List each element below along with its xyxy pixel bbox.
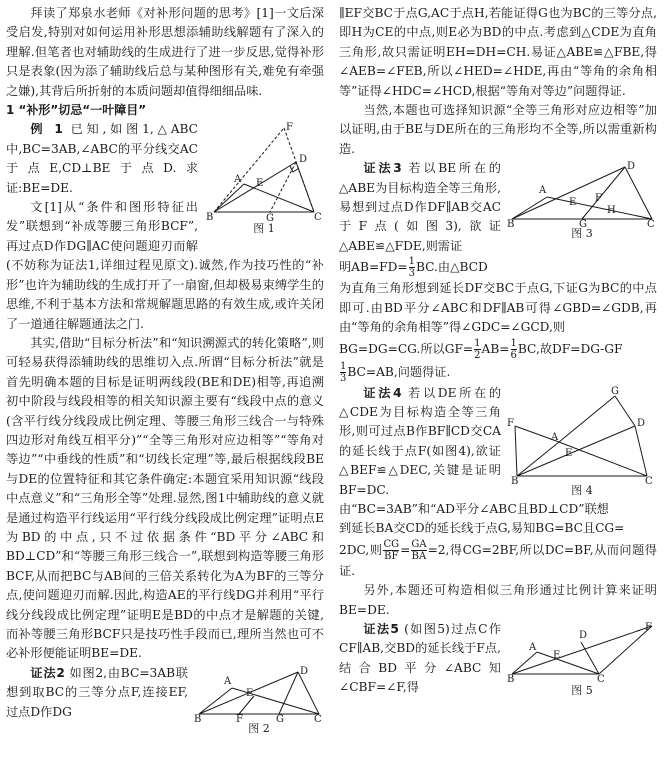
left-column	[6, 4, 324, 738]
svg-text:A: A	[234, 174, 242, 186]
proof-5-label: 证法5	[363, 621, 399, 636]
figure-2-caption: 图 2	[248, 721, 270, 735]
svg-text:D: D	[627, 161, 636, 173]
svg-text:E: E	[246, 687, 254, 699]
equation-line-1: BG=DG=CG.所以GF= $\frac{1}{2}$ AB= $\frac{1}{6}$ BC,故DF=DG-GF	[339, 337, 623, 361]
svg-text:B: B	[206, 212, 214, 223]
svg-text:C: C	[314, 713, 322, 722]
svg-text:A: A	[529, 641, 537, 653]
svg-text:D: D	[299, 154, 308, 166]
figure-4-diagram	[507, 386, 657, 484]
svg-text:F: F	[507, 417, 514, 429]
proof-3-text: 若以BE所在的△ABE为目标构造全等三角形,易想到过点D作DF∥AB交AC于F点(如图3),欲证△ABE≌△FDE,则需证	[339, 161, 501, 253]
svg-text:D: D	[637, 417, 646, 429]
figure-2-diagram	[194, 666, 324, 722]
proof-3-eq-part-b: BC.由△BCD	[415, 260, 488, 275]
proof-3-label: 证法3	[363, 161, 402, 176]
intro-paragraph: 拜读了郑泉水老师《对补形问题的思考》[1]一文后深受启发,特别对如何运用补形思想添辅助线解题有了深入的理解.但笔者也对辅助线的生成进行了进一步反思,觉得补形只是表象(因为添了辅助线后总与某种图形有关,难免有牵强之嫌),其背后所折射的本质问题却值得细细品味.	[6, 6, 324, 98]
right-paragraph-5a: 到延长BA交CD的延长线于点G,易知BG=BC且CG=	[339, 521, 625, 536]
figure-1	[204, 122, 324, 236]
section-heading-1: 1 “补形”切忌“一叶障目”	[6, 103, 147, 118]
svg-text:F: F	[236, 713, 243, 722]
equation-line-2: $\frac{1}{3}$ BC=AB,问题得证.	[340, 360, 451, 384]
proof-5-text: (如图5)过点C作CF∥AB,交BD的延长线于F点,结合BD平分∠ABC知∠CBF=∠F,得	[339, 621, 502, 695]
svg-text:G: G	[611, 385, 619, 397]
svg-text:A: A	[551, 431, 559, 443]
figure-2	[194, 666, 324, 736]
example-1-text: 已知,如图1,△ABC中,BC=3AB,∠ABC的平分线交AC于点E,CD⊥BE于点D.求证:BE=DE.	[6, 122, 199, 195]
svg-text:B: B	[194, 713, 202, 722]
proof-3-eq-part-a: 明AB=FD=	[339, 260, 408, 275]
right-paragraph-4: 为直角三角形想到延长DF交BC于点G,下证G为BC的中点即可.由BD平分∠ABC和DF∥AB可得∠GBD=∠GDB,再由“等角的余角相等”得∠GDC=∠GCD,则	[339, 281, 657, 335]
figure-5	[507, 622, 657, 698]
svg-text:A: A	[539, 185, 547, 197]
svg-text:H: H	[607, 205, 616, 217]
svg-text:E: E	[569, 197, 577, 209]
svg-text:F: F	[286, 122, 293, 134]
paragraph-2: 文[1]从“条件和图形特征出发”联想到“补成等腰三角形BCF”,再过点D作DG∥AC使问题迎刃而解(不妨称为证法1,详细过程见原文).诚然,作为技巧性的“补形”也许为辅助线的生成打开了一扇窗,但却极易束缚学生的思维,不利于基本方法和常规解题思路的有效生成,或许关闭了一道通往解题通法之门.	[6, 200, 324, 331]
svg-text:G: G	[266, 213, 274, 223]
svg-text:C: C	[597, 673, 605, 684]
fraction-one-third: $\frac{1}{3}$	[408, 256, 415, 280]
figure-1-caption: 图 1	[253, 222, 275, 236]
svg-text:F: F	[595, 193, 602, 205]
fraction-cg-bf: $\frac{CG}{BF}$	[383, 538, 400, 562]
figure-4	[507, 386, 657, 498]
svg-text:D: D	[300, 665, 309, 677]
svg-text:B: B	[511, 475, 519, 484]
svg-text:D: D	[579, 629, 588, 641]
svg-text:B: B	[507, 673, 515, 684]
right-paragraph-6: 另外,本题还可构造相似三角形通过比例计算来证明BE=DE.	[339, 583, 657, 617]
figure-3-caption: 图 3	[571, 227, 593, 241]
svg-text:C: C	[314, 212, 322, 223]
proof-4-text: 若以DE所在的△CDE为目标构造全等三角形,则可过点B作BF∥CD交CA的延长线于点F(如图4),欲证△BEF≌△DEC,关键是证明BF=DC.由“BC=3AB”和“AD平分∠ABC且BD⊥CD”联想	[339, 385, 609, 516]
figure-5-caption: 图 5	[571, 683, 593, 697]
svg-text:G: G	[276, 713, 284, 722]
figure-4-caption: 图 4	[571, 483, 593, 497]
fraction-one-sixth: $\frac{1}{6}$	[510, 337, 517, 361]
svg-text:F: F	[645, 621, 652, 633]
proof-2-label: 证法2	[30, 665, 65, 680]
proof-2-continued: ∥EF交BC于点G,AC于点H,若能证得G也为BC的三等分点,即H为CE的中点,则E必为BD的中点.考虑到△CDE为直角三角形,故只需证明EH=DH=CH.易证△ABE≌△FBE,得∠AEB=∠FEB,所以∠HED=∠HDE,再由“等角的余角相等”证得∠HDC=∠HCD,根据“等角对等边”问题得证.	[339, 6, 657, 98]
figure-5-diagram	[507, 622, 657, 684]
proof-3-equation	[339, 256, 657, 279]
fraction-one-half: $\frac{1}{2}$	[474, 337, 481, 361]
right-paragraph-5b: 2DC,则 $\frac{CG}{BF}$ = $\frac{GA}{BA}$ =2,得CG=2BF,所以DC=BF,从而问题得证.	[339, 538, 657, 578]
svg-text:G: G	[579, 219, 587, 228]
svg-text:C: C	[647, 219, 655, 228]
svg-text:E: E	[256, 178, 264, 190]
figure-1-diagram	[204, 122, 324, 222]
svg-text:E: E	[553, 649, 561, 661]
svg-text:C: C	[645, 475, 653, 484]
fraction-one-third-2: $\frac{1}{3}$	[340, 360, 347, 384]
right-paragraph-2: 当然,本题也可选择知识源“全等三角形对应边相等”加以证明,由于BE与DE所在的三角形均不全等,所以需重新构造.	[339, 103, 657, 156]
figure-3-diagram	[507, 161, 657, 227]
right-column	[339, 4, 657, 700]
figure-3	[507, 161, 657, 241]
paragraph-3: 其实,借助“目标分析法”和“知识溯源式的转化策略”,则可轻易获得添辅助线的思维切入点.所谓“目标分析法”就是首先明确本题的目标是证明两线段(BE和DE)相等,再追溯初中阶段与线段相等的相关知识源主要有“线段中点的意义(含平行线分线段成比例定理、等腰三角形三线合一与特殊四边形对角线互相平分)”“全等三角形对应边相等”“等角对等边”“中垂线的性质”和“切线长定理”等,最后根据线段BE与DE的位置特征和其它条件确定:本题宜采用知识源“线段中点意义”和“三角形全等”处理.显然,图1中辅助线的意义就是通过构造平行线运用“平行线分线段成比例定理”证明点E为BD的中点,只不过依据条件“BD平分∠ABC和BD⊥CD”和“等腰三角形三线合一”,联想到构造等腰三角形BCF,从而把BC与AB间的三倍关系转化为A为BF的三等分点,使问题迎刃而解.因此,构造AE的平行线DG并利用“平行线分线段成比例定理”证明E是BD的中点才是解题的关键,而补等腰三角形BCF只是技巧性手段而已,理所当然也可不必补形便能证明BE=DE.	[6, 335, 324, 661]
svg-text:A: A	[224, 675, 232, 687]
proof-2-text: 如图2,由BC=3AB联想到取BC的三等分点F,连接EF,过点D作DG	[6, 665, 189, 719]
fraction-ga-ba: $\frac{GA}{BA}$	[411, 538, 427, 562]
svg-text:B: B	[507, 219, 515, 228]
example-1-label: 例 1	[30, 122, 63, 137]
proof-4-label: 证法4	[363, 385, 402, 400]
svg-text:E: E	[565, 447, 573, 459]
